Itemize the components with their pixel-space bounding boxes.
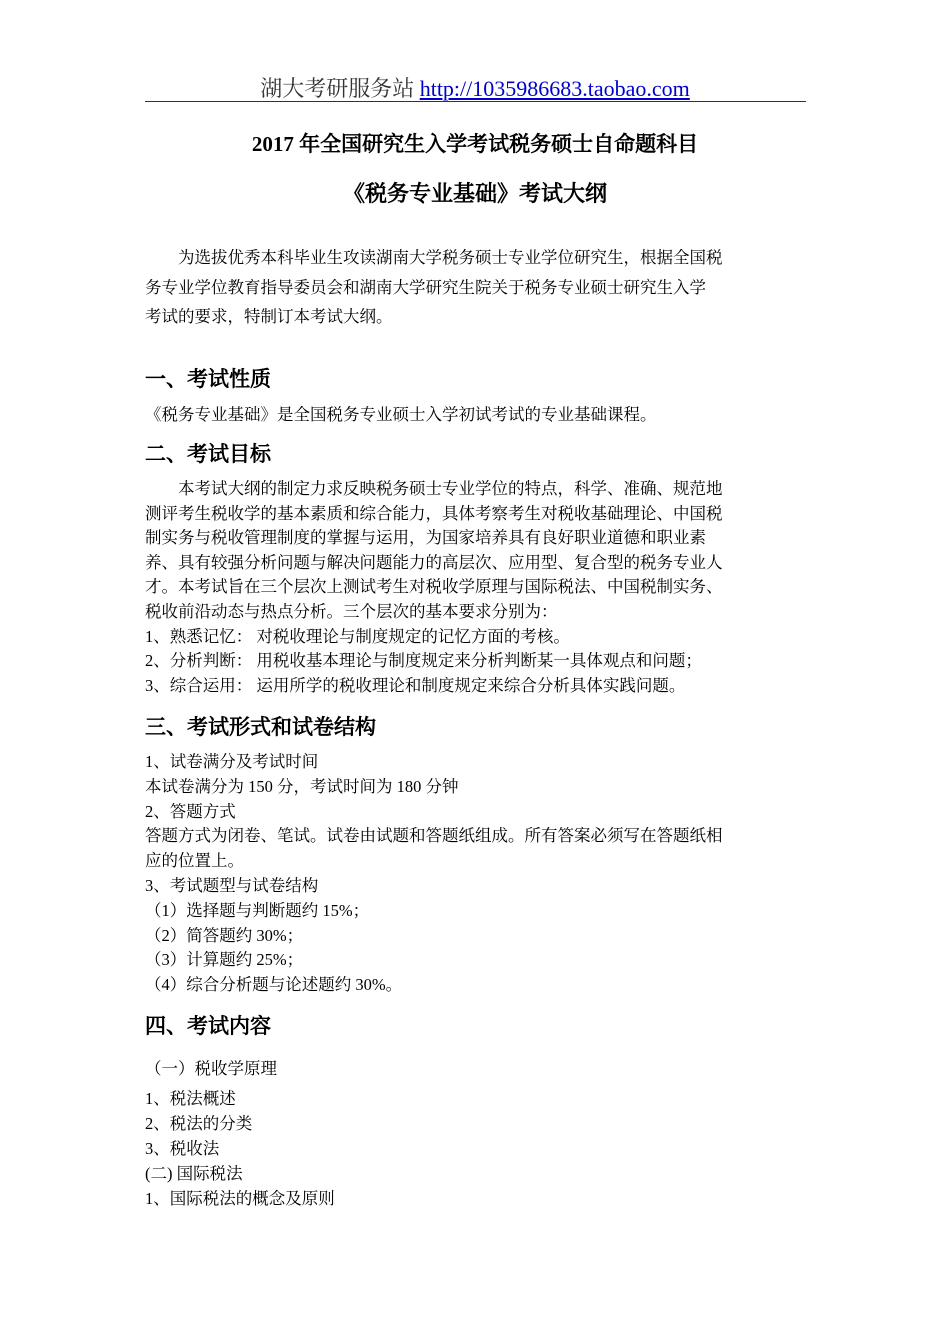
text-line: 务专业学位教育指导委员会和湖南大学研究生院关于税务专业硕士研究生入学 xyxy=(145,277,706,297)
text-line: （3）计算题约 25%； xyxy=(145,950,304,970)
text-line: 1、税法概述 xyxy=(145,1089,236,1108)
text-line: 3、考试题型与试卷结构 xyxy=(145,875,319,895)
doc-subtitle: 《税务专业基础》考试大纲 xyxy=(342,181,607,206)
section-heading: 四、考试内容 xyxy=(145,1014,271,1038)
text-line: 1、国际税法的概念及原则 xyxy=(145,1189,335,1208)
text-line: 《税务专业基础》是全国税务专业硕士入学初试考试的专业基础课程。 xyxy=(145,405,657,424)
text-line: 答题方式为闭卷、笔试。试卷由试题和答题纸组成。所有答案必须写在答题纸相 xyxy=(145,826,723,846)
page-header xyxy=(0,72,950,103)
text-line: 3、综合运用： 运用所学的税收理论和制度规定来综合分析具体实践问题。 xyxy=(145,675,686,695)
section-body xyxy=(145,477,807,698)
doc-title: 2017 年全国研究生入学考试税务硕士自命题科目 xyxy=(251,132,699,156)
text-line: 2、答题方式 xyxy=(145,801,236,821)
text-line: 本试卷满分为 150 分，考试时间为 180 分钟 xyxy=(145,776,459,796)
text-line: 制实务与税收管理制度的掌握与运用，为国家培养具有良好职业道德和职业素 xyxy=(145,528,706,548)
text-line: 才。本考试旨在三个层次上测试考生对税收学原理与国际税法、中国税制实务、 xyxy=(145,577,723,597)
site-name: 湖大考研服务站 xyxy=(260,76,415,101)
text-line: 税收前沿动态与热点分析。三个层次的基本要求分别为： xyxy=(145,601,558,621)
header-rule xyxy=(145,101,806,102)
text-line: 2、税法的分类 xyxy=(145,1114,253,1133)
section-body xyxy=(145,1086,807,1211)
text-line: （2）简答题约 30%； xyxy=(145,925,304,945)
text-line: 3、税收法 xyxy=(145,1139,220,1158)
text-line: 2、分析判断： 用税收基本理论与制度规定来分析判断某一具体观点和问题； xyxy=(145,651,702,671)
intro-paragraph xyxy=(145,243,807,332)
text-line: 测评考生税收学的基本素质和综合能力，具体考察考生对税收基础理论、中国税 xyxy=(145,503,723,523)
text-line: （1）选择题与判断题约 15%； xyxy=(145,900,370,920)
shop-link[interactable]: http://1035986683.taobao.com xyxy=(419,76,690,101)
text-line: 为选拔优秀本科毕业生攻读湖南大学税务硕士专业学位研究生，根据全国税 xyxy=(145,248,723,267)
section-heading: 一、考试性质 xyxy=(145,367,271,391)
text-line: 养、具有较强分析问题与解决问题能力的高层次、应用型、复合型的税务专业人 xyxy=(145,552,723,572)
text-line: (二) 国际税法 xyxy=(145,1164,243,1183)
text-line: （4）综合分析题与论述题约 30%。 xyxy=(145,975,403,995)
subsection-heading: （一）税收学原理 xyxy=(145,1059,277,1078)
section-heading: 二、考试目标 xyxy=(145,442,271,466)
text-line: 考试的要求，特制订本考试大纲。 xyxy=(145,307,393,326)
section-heading: 三、考试形式和试卷结构 xyxy=(145,715,376,739)
section-body xyxy=(145,402,807,427)
text-line: 应的位置上。 xyxy=(145,851,244,871)
text-line: 1、熟悉记忆： 对税收理论与制度规定的记忆方面的考核。 xyxy=(145,626,570,646)
section-body xyxy=(145,750,807,998)
text-line: 本考试大纲的制定力求反映税务硕士专业学位的特点，科学、准确、规范地 xyxy=(145,479,723,498)
text-line: 1、试卷满分及考试时间 xyxy=(145,752,319,771)
